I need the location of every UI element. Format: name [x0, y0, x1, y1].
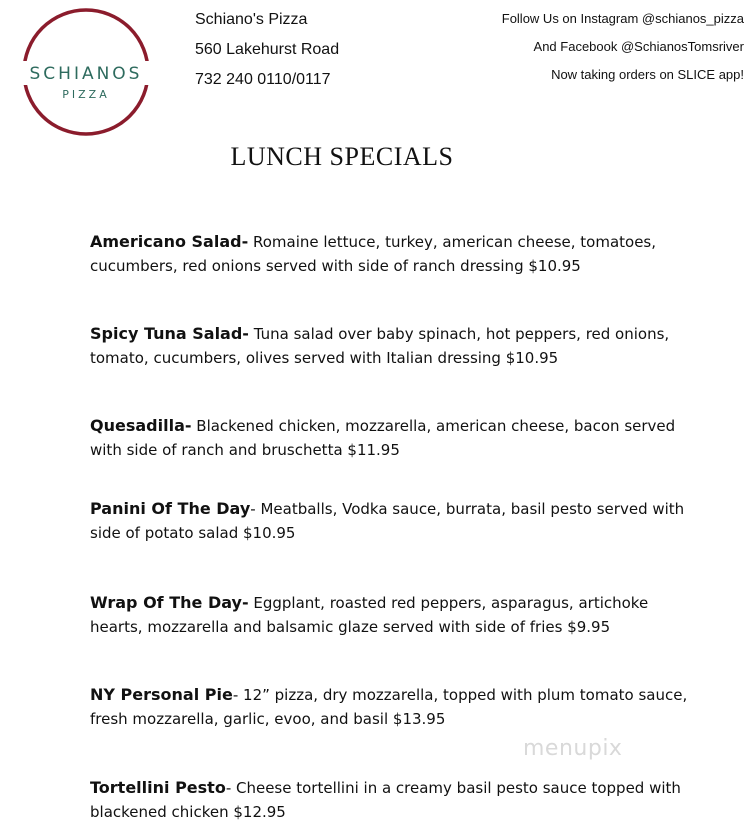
contact-block — [195, 8, 339, 98]
schianos-logo — [14, 6, 159, 138]
restaurant-phone: 732 240 0110/0117 — [195, 71, 331, 88]
menu-item — [90, 414, 690, 462]
restaurant-name: Schiano's Pizza — [195, 11, 308, 28]
logo-sub: PIZZA — [62, 88, 110, 101]
facebook-line: And Facebook @SchianosTomsriver — [533, 39, 744, 54]
item-desc: Tuna salad over baby spinach, hot peppers, red onions, tomato, cucumbers, olives served with Italian dressing $10.95 — [90, 325, 670, 367]
menupix-watermark: menupix — [523, 736, 623, 761]
item-name: Quesadilla- — [90, 416, 192, 435]
slice-line: Now taking orders on SLICE app! — [551, 67, 744, 82]
menu-item — [90, 230, 690, 278]
item-name: Spicy Tuna Salad- — [90, 324, 249, 343]
item-name: Tortellini Pesto — [90, 778, 226, 797]
item-name: Panini Of The Day — [90, 499, 251, 518]
menu-item — [90, 497, 690, 545]
menu-item — [90, 776, 690, 824]
page-title: LUNCH SPECIALS — [230, 142, 454, 171]
menu-item — [90, 683, 690, 731]
restaurant-address: 560 Lakehurst Road — [195, 41, 340, 58]
instagram-line: Follow Us on Instagram @schianos_pizza — [501, 11, 744, 26]
item-name: NY Personal Pie — [90, 685, 233, 704]
item-desc: Eggplant, roasted red peppers, asparagus, artichoke hearts, mozzarella and balsamic glaze served with side of fries $9.95 — [90, 594, 649, 636]
item-desc: - Meatballs, Vodka sauce, burrata, basil pesto served with side of potato salad $10.95 — [90, 500, 685, 542]
logo-name: SCHIANOS — [29, 64, 143, 84]
item-desc: Blackened chicken, mozzarella, american cheese, bacon served with side of ranch and bruschetta $11.95 — [90, 417, 676, 459]
item-desc: Romaine lettuce, turkey, american cheese, tomatoes, cucumbers, red onions served with side of ranch dressing $10.95 — [90, 233, 657, 275]
menu-item — [90, 591, 690, 639]
item-desc: - 12” pizza, dry mozzarella, topped with plum tomato sauce, fresh mozzarella, garlic, evoo, and basil $13.95 — [90, 686, 688, 728]
menu-item — [90, 322, 690, 370]
social-block — [502, 10, 744, 94]
item-name: Wrap Of The Day- — [90, 593, 249, 612]
item-desc: - Cheese tortellini in a creamy basil pesto sauce topped with blackened chicken $12.95 — [90, 779, 681, 821]
item-name: Americano Salad- — [90, 232, 249, 251]
